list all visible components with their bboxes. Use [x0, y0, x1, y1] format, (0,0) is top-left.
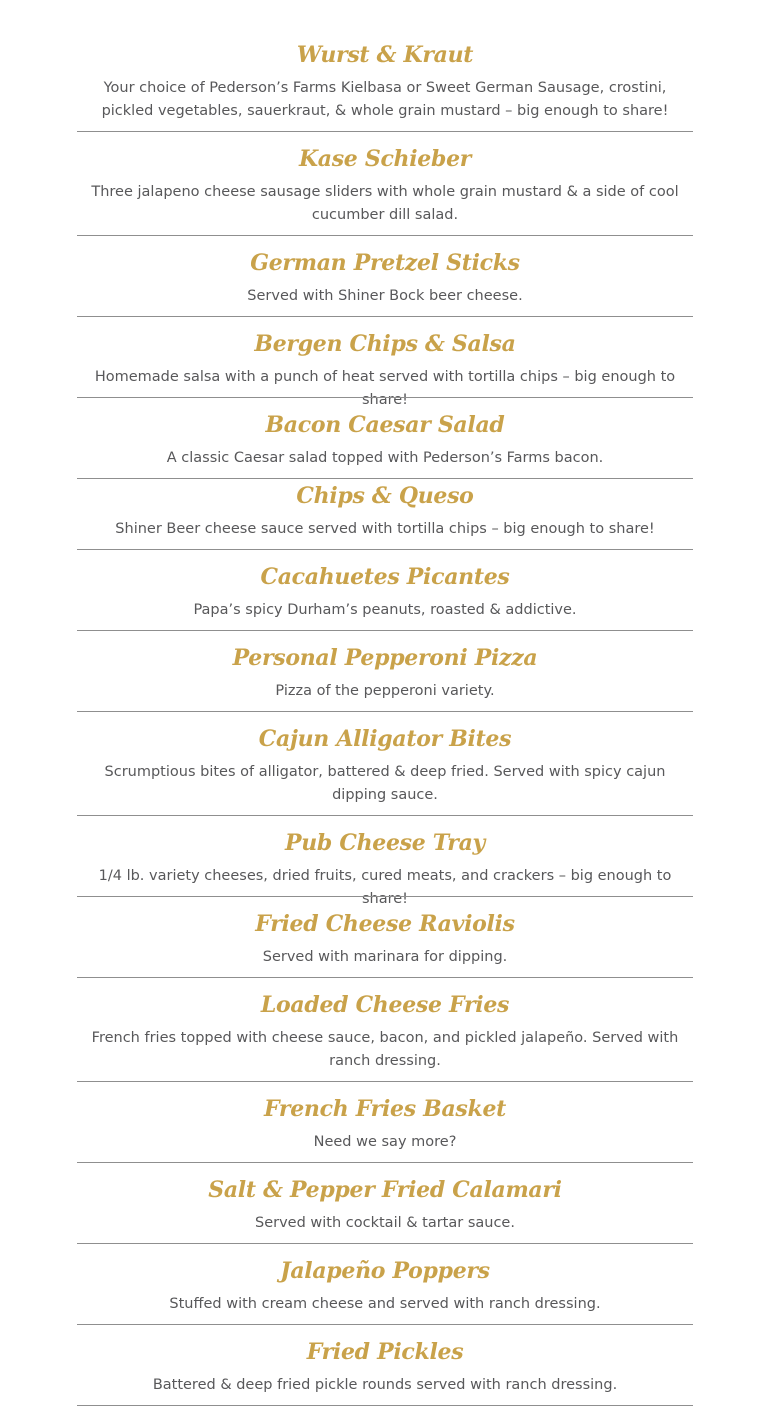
item-title: Kase Schieber	[298, 146, 472, 172]
divider	[77, 711, 693, 712]
item-description: Stuffed with cream cheese and served with ranch dressing.	[169, 1296, 601, 1312]
divider	[77, 1081, 693, 1082]
item-title: Bacon Caesar Salad	[265, 412, 505, 438]
item-description: Battered & deep fried pickle rounds served with ranch dressing.	[152, 1377, 618, 1393]
item-description: Papa’s spicy Durham’s peanuts, roasted & addictive.	[193, 602, 577, 618]
item-description: 1/4 lb. variety cheeses, dried fruits, cured meats, and crackers – big enough to share!	[98, 868, 672, 907]
item-description: Served with cocktail & tartar sauce.	[255, 1215, 515, 1231]
item-title: Bergen Chips & Salsa	[254, 331, 516, 357]
item-title: Salt & Pepper Fried Calamari	[208, 1177, 562, 1203]
item-description: Served with Shiner Bock beer cheese.	[247, 288, 523, 304]
item-description: Need we say more?	[313, 1134, 457, 1150]
divider	[77, 1162, 693, 1163]
item-title: Wurst & Kraut	[296, 42, 474, 68]
item-title: Personal Pepperoni Pizza	[232, 645, 538, 671]
item-title: Chips & Queso	[296, 483, 474, 509]
item-title: Loaded Cheese Fries	[260, 992, 510, 1018]
item-description: Scrumptious bites of alligator, battered & deep fried. Served with spicy cajun dipping sauce.	[104, 764, 666, 803]
item-description: Shiner Beer cheese sauce served with tortilla chips – big enough to share!	[115, 521, 655, 537]
divider	[77, 896, 693, 897]
divider	[77, 478, 693, 479]
item-description: French fries topped with cheese sauce, bacon, and pickled jalapeño. Served with ranch dressing.	[91, 1030, 679, 1069]
divider	[77, 1405, 693, 1406]
divider	[77, 977, 693, 978]
item-title: Pub Cheese Tray	[284, 830, 486, 856]
item-description: A classic Caesar salad topped with Pederson’s Farms bacon.	[166, 450, 604, 466]
divider	[77, 1243, 693, 1244]
item-title: Fried Cheese Raviolis	[255, 911, 515, 937]
item-title: Cajun Alligator Bites	[258, 726, 512, 752]
item-title: Fried Pickles	[306, 1339, 464, 1365]
divider	[77, 397, 693, 398]
item-title: Cacahuetes Picantes	[260, 564, 510, 590]
divider	[77, 131, 693, 132]
item-description: Pizza of the pepperoni variety.	[275, 683, 495, 699]
divider	[77, 316, 693, 317]
item-description: Homemade salsa with a punch of heat served with tortilla chips – big enough to share!	[94, 369, 676, 408]
divider	[77, 235, 693, 236]
divider	[77, 815, 693, 816]
divider	[77, 549, 693, 550]
item-description: Served with marinara for dipping.	[262, 949, 508, 965]
divider	[77, 1324, 693, 1325]
divider	[77, 630, 693, 631]
item-description: Your choice of Pederson’s Farms Kielbasa or Sweet German Sausage, crostini, pickled vegetables, sauerkraut, & whole grain mustard – big enough to share!	[101, 80, 669, 119]
item-title: Jalapeño Poppers	[280, 1258, 490, 1284]
item-title: French Fries Basket	[263, 1096, 507, 1122]
item-title: German Pretzel Sticks	[250, 250, 520, 276]
item-description: Three jalapeno cheese sausage sliders with whole grain mustard & a side of cool cucumber dill salad.	[91, 184, 679, 223]
